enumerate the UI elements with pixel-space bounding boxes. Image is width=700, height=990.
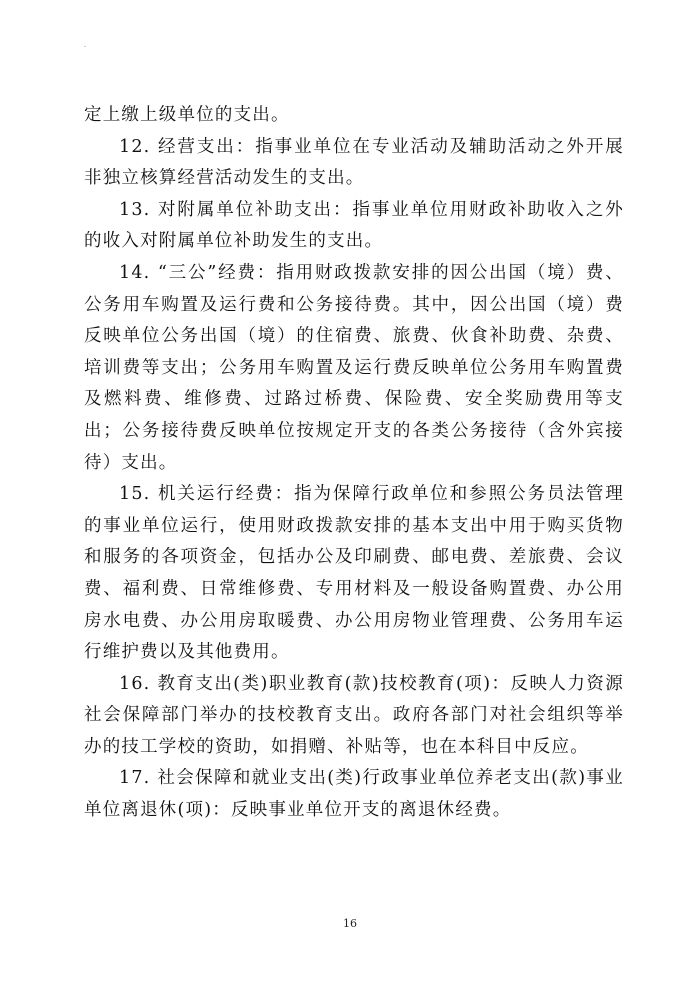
paragraph-item-17: 17. 社会保障和就业支出(类)行政事业单位养老支出(款)事业单位离退休(项)：反映事业单位开支的离退休经费。	[84, 768, 624, 821]
page-number: 16	[343, 917, 357, 930]
paragraph-item-12: 12. 经营支出：指事业单位在专业活动及辅助活动之外开展非独立核算经营活动发生的支出。	[84, 136, 624, 189]
paragraph-item-15: 15. 机关运行经费：指为保障行政单位和参照公务员法管理的事业单位运行，使用财政拨款安排的基本支出中用于购买货物和服务的各项资金，包括办公及印刷费、邮电费、差旅费、会议费、福利费、日常维修费、专用材料及一般设备购置费、办公用房水电费、办公用房取暖费、办公用房物业管理费、公务用车运行维护费以及其他费用。	[84, 484, 624, 663]
document-body	[84, 100, 624, 827]
paragraph-item-16: 16. 教育支出(类)职业教育(款)技校教育(项)：反映人力资源社会保障部门举办的技校教育支出。政府各部门对社会组织等举办的技工学校的资助，如捐赠、补贴等，也在本科目中反应。	[84, 673, 624, 757]
paragraph-item-14: 14. “三公”经费：指用财政拨款安排的因公出国（境）费、公务用车购置及运行费和公务接待费。其中，因公出国（境）费反映单位公务出国（境）的住宿费、旅费、伙食补助费、杂费、培训费等支出；公务用车购置及运行费反映单位公务用车购置费及燃料费、维修费、过路过桥费、保险费、安全奖励费用等支出；公务接待费反映单位按规定开支的各类公务接待（含外宾接待）支出。	[84, 262, 624, 473]
paragraph-item-13: 13. 对附属单位补助支出：指事业单位用财政补助收入之外的收入对附属单位补助发生的支出。	[84, 199, 624, 252]
paragraph-continuation: 定上缴上级单位的支出。	[84, 105, 290, 125]
page-mark: .	[84, 42, 86, 49]
